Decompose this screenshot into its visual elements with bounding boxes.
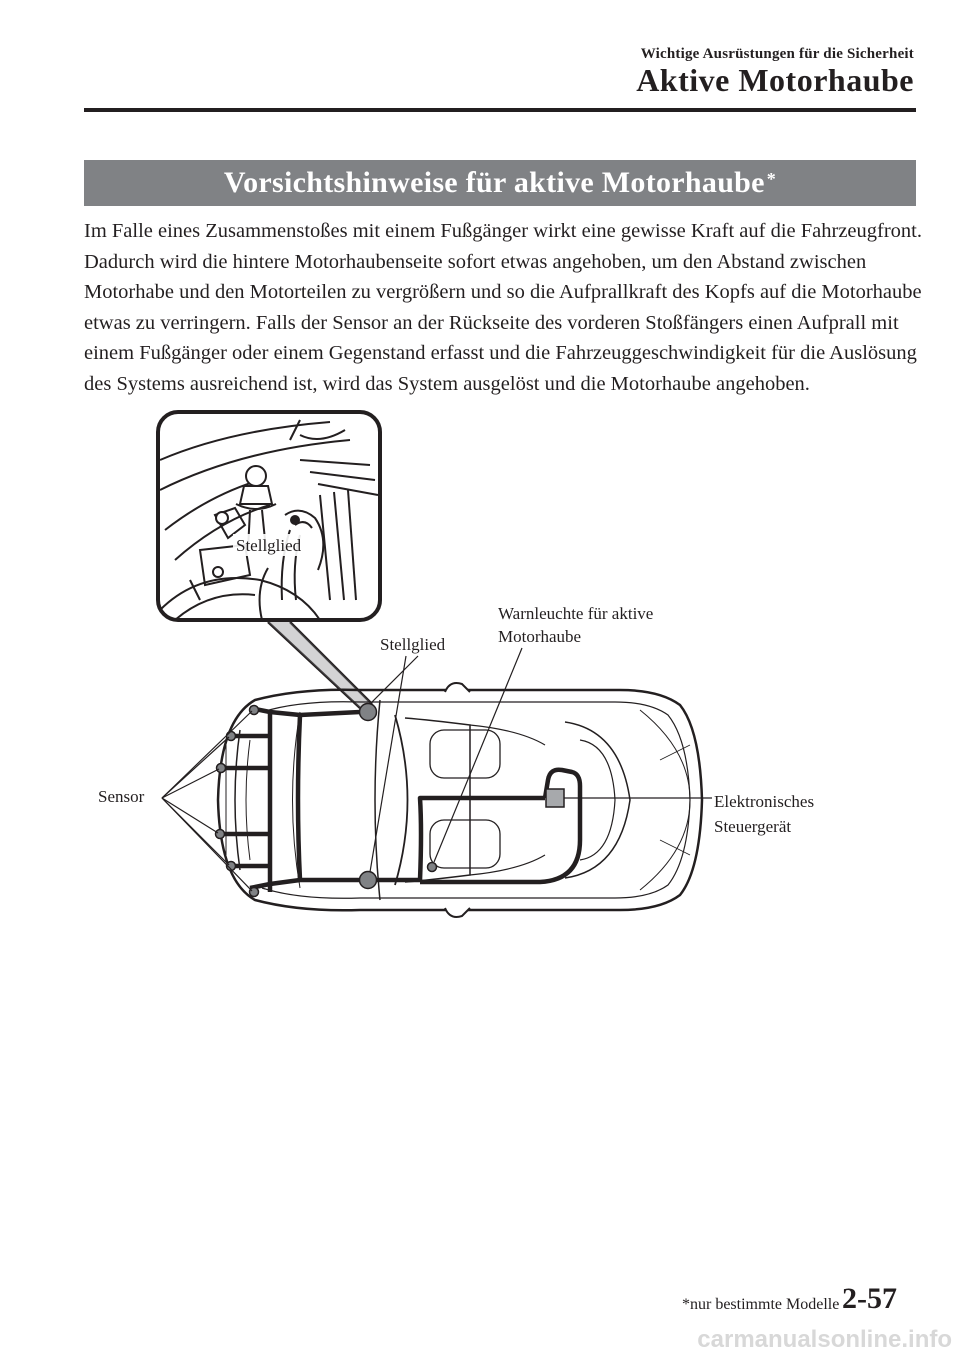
warning-light-dot (428, 863, 437, 872)
warning-light-label-line2: Motorhaube (498, 627, 582, 646)
actuator-dots (360, 704, 377, 889)
header-chapter-title: Aktive Motorhaube (636, 62, 914, 98)
warning-light-label-line1: Warnleuchte für aktive (498, 604, 654, 623)
actuator-label: Stellglied (380, 635, 446, 654)
asterisk-marker: * (766, 168, 777, 189)
body-paragraph: Im Falle eines Zusammenstoßes mit einem Fußgänger wirkt eine gewisse Kraft auf die Fahrzeugfront. Dadurch wird die hintere Motorhaubenseite sofort etwas angehoben, um den Abstand zwischen Motorhabe und den Motorteilen zu vergrößern und so die Aufprallkraft des Kopfs auf die Motorhaube etwas zu verringern. Falls der Sensor an der Rückseite des vorderen Stoßfängers einen Aufprall mit einem Fußgänger oder einem Gegenstand erfasst und die Fahrzeuggeschwindigkeit für die Auslösung des Systems ausreichend ist, wird das System ausgelöst und die Motorhaube angehoben. (84, 220, 922, 395)
ecu-label-line1: Elektronisches (714, 792, 815, 811)
ecu-box (546, 789, 564, 807)
actuator-inset (158, 412, 380, 620)
sensor-label: Sensor (98, 787, 145, 806)
inset-actuator-label: Stellglied (236, 536, 302, 555)
active-bonnet-illustration (0, 400, 960, 920)
section-banner (84, 160, 916, 206)
section-banner-title: Vorsichtshinweise für aktive Motorhaube (223, 166, 765, 199)
page-number: 2-57 (842, 1282, 897, 1315)
header-section-title: Wichtige Ausrüstungen für die Sicherheit (640, 46, 914, 62)
ecu-label-line2: Steuergerät (714, 817, 792, 836)
watermark: carmanualsonline.info (697, 1326, 952, 1353)
header-rule (84, 108, 916, 112)
footnote: *nur bestimmte Modelle (682, 1296, 840, 1313)
